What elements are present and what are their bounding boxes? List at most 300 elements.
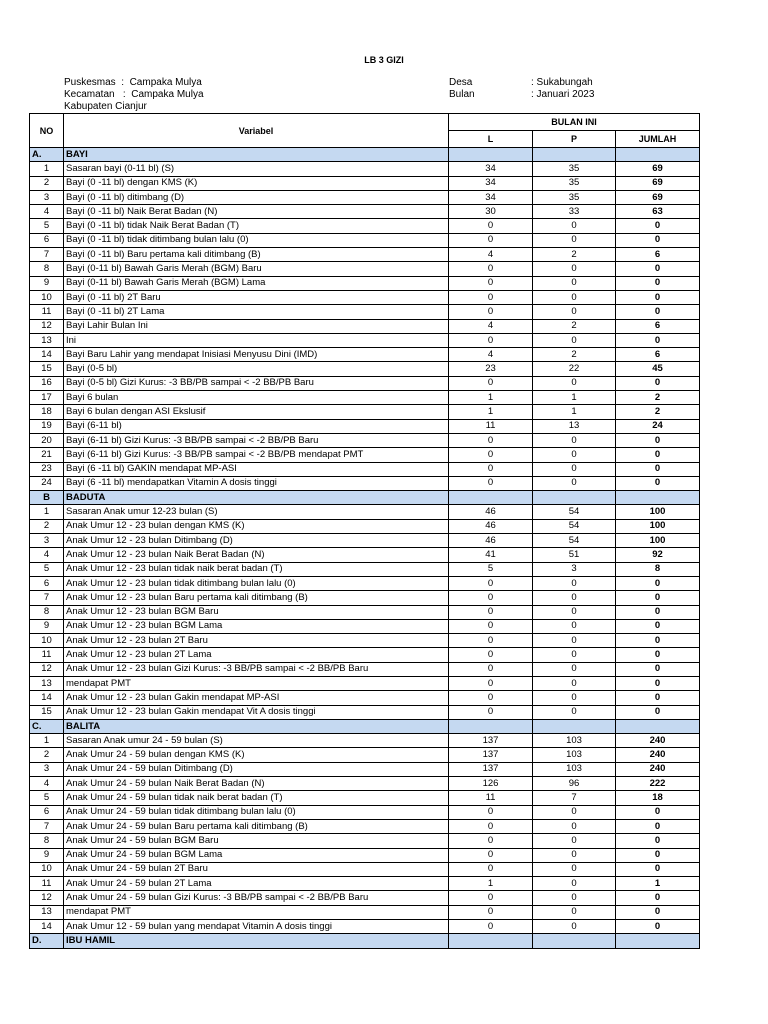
row-value-jumlah: 222 xyxy=(616,777,700,791)
row-variable: mendapat PMT xyxy=(64,905,449,919)
row-value-l: 0 xyxy=(449,433,533,447)
row-variable: Bayi (0-11 bl) Bawah Garis Merah (BGM) Baru xyxy=(64,262,449,276)
row-value-l: 0 xyxy=(449,920,533,934)
row-value-p: 0 xyxy=(533,634,616,648)
table-row xyxy=(30,705,700,719)
row-value-l: 0 xyxy=(449,462,533,476)
table-row xyxy=(30,376,700,390)
row-value-jumlah: 0 xyxy=(616,834,700,848)
row-value-l: 0 xyxy=(449,376,533,390)
row-value-l: 11 xyxy=(449,791,533,805)
table-row xyxy=(30,519,700,533)
row-number: 14 xyxy=(30,691,64,705)
table-row xyxy=(30,276,700,290)
row-value-l: 34 xyxy=(449,176,533,190)
section-empty-cell xyxy=(533,719,616,733)
row-value-p: 33 xyxy=(533,205,616,219)
row-value-l: 137 xyxy=(449,748,533,762)
table-row xyxy=(30,505,700,519)
section-name: BADUTA xyxy=(64,491,449,505)
table-row xyxy=(30,819,700,833)
row-number: 12 xyxy=(30,319,64,333)
table-row xyxy=(30,805,700,819)
row-value-l: 1 xyxy=(449,877,533,891)
row-value-l: 0 xyxy=(449,605,533,619)
row-number: 13 xyxy=(30,676,64,690)
table-row xyxy=(30,591,700,605)
row-value-jumlah: 0 xyxy=(616,605,700,619)
table-row xyxy=(30,877,700,891)
row-variable: Anak Umur 12 - 23 bulan Ditimbang (D) xyxy=(64,534,449,548)
row-value-l: 4 xyxy=(449,319,533,333)
row-value-l: 0 xyxy=(449,648,533,662)
row-number: 19 xyxy=(30,419,64,433)
row-value-jumlah: 100 xyxy=(616,505,700,519)
row-value-p: 54 xyxy=(533,519,616,533)
table-row xyxy=(30,233,700,247)
table-body xyxy=(30,148,700,949)
row-number: 2 xyxy=(30,519,64,533)
row-value-l: 0 xyxy=(449,476,533,490)
table-row xyxy=(30,391,700,405)
puskesmas-label: Puskesmas : Campaka Mulya xyxy=(64,77,202,88)
table-row xyxy=(30,405,700,419)
row-variable: Anak Umur 12 - 23 bulan dengan KMS (K) xyxy=(64,519,449,533)
row-value-p: 0 xyxy=(533,648,616,662)
table-row xyxy=(30,433,700,447)
row-value-p: 0 xyxy=(533,233,616,247)
row-number: 3 xyxy=(30,762,64,776)
row-value-l: 0 xyxy=(449,576,533,590)
row-value-jumlah: 0 xyxy=(616,333,700,347)
row-value-p: 2 xyxy=(533,248,616,262)
row-value-p: 0 xyxy=(533,848,616,862)
row-value-p: 1 xyxy=(533,405,616,419)
row-value-p: 51 xyxy=(533,548,616,562)
row-value-p: 3 xyxy=(533,562,616,576)
row-value-jumlah: 0 xyxy=(616,276,700,290)
row-variable: Bayi (6-11 bl) xyxy=(64,419,449,433)
row-value-l: 34 xyxy=(449,162,533,176)
row-value-p: 0 xyxy=(533,891,616,905)
section-empty-cell xyxy=(449,148,533,162)
row-variable: Anak Umur 12 - 23 bulan Gakin mendapat MP-ASI xyxy=(64,691,449,705)
section-empty-cell xyxy=(616,719,700,733)
row-value-p: 35 xyxy=(533,162,616,176)
row-value-jumlah: 0 xyxy=(616,462,700,476)
bulan-label: Bulan xyxy=(449,89,475,100)
row-value-l: 41 xyxy=(449,548,533,562)
table-row xyxy=(30,762,700,776)
section-row xyxy=(30,491,700,505)
row-number: 1 xyxy=(30,162,64,176)
row-number: 9 xyxy=(30,276,64,290)
row-variable: Anak Umur 12 - 23 bulan 2T Lama xyxy=(64,648,449,662)
row-value-l: 0 xyxy=(449,905,533,919)
row-value-jumlah: 69 xyxy=(616,162,700,176)
row-value-p: 0 xyxy=(533,576,616,590)
row-value-l: 0 xyxy=(449,676,533,690)
table-row xyxy=(30,791,700,805)
row-value-p: 35 xyxy=(533,176,616,190)
row-number: 13 xyxy=(30,905,64,919)
row-number: 18 xyxy=(30,405,64,419)
row-number: 5 xyxy=(30,219,64,233)
row-number: 1 xyxy=(30,734,64,748)
row-value-p: 0 xyxy=(533,433,616,447)
row-value-p: 0 xyxy=(533,691,616,705)
row-variable: Bayi (0 -11 bl) tidak ditimbang bulan lalu (0) xyxy=(64,233,449,247)
table-row xyxy=(30,462,700,476)
row-number: 14 xyxy=(30,920,64,934)
row-value-p: 0 xyxy=(533,619,616,633)
row-value-jumlah: 100 xyxy=(616,519,700,533)
row-value-l: 0 xyxy=(449,448,533,462)
row-value-l: 0 xyxy=(449,891,533,905)
table-row xyxy=(30,262,700,276)
row-value-jumlah: 0 xyxy=(616,705,700,719)
row-number: 4 xyxy=(30,777,64,791)
section-empty-cell xyxy=(616,934,700,948)
row-value-l: 137 xyxy=(449,762,533,776)
row-value-p: 0 xyxy=(533,819,616,833)
row-value-l: 0 xyxy=(449,862,533,876)
table-row xyxy=(30,362,700,376)
row-value-p: 0 xyxy=(533,905,616,919)
row-value-jumlah: 63 xyxy=(616,205,700,219)
row-value-l: 23 xyxy=(449,362,533,376)
section-name: BAYI xyxy=(64,148,449,162)
section-code: C. xyxy=(30,719,64,733)
row-variable: Bayi (0 -11 bl) 2T Lama xyxy=(64,305,449,319)
row-value-jumlah: 0 xyxy=(616,920,700,934)
row-variable: Bayi (0 -11 bl) 2T Baru xyxy=(64,290,449,304)
header-l: L xyxy=(449,131,533,148)
row-value-l: 137 xyxy=(449,734,533,748)
row-number: 15 xyxy=(30,362,64,376)
row-value-p: 1 xyxy=(533,391,616,405)
header-jumlah: JUMLAH xyxy=(616,131,700,148)
row-variable: Anak Umur 24 - 59 bulan tidak ditimbang bulan lalu (0) xyxy=(64,805,449,819)
row-variable: Bayi (0 -11 bl) ditimbang (D) xyxy=(64,190,449,204)
row-value-p: 103 xyxy=(533,762,616,776)
row-variable: Bayi (0 -11 bl) Naik Berat Badan (N) xyxy=(64,205,449,219)
row-number: 8 xyxy=(30,605,64,619)
row-number: 11 xyxy=(30,648,64,662)
row-value-p: 7 xyxy=(533,791,616,805)
table-row xyxy=(30,476,700,490)
table-row xyxy=(30,662,700,676)
section-code: B xyxy=(30,491,64,505)
row-value-l: 0 xyxy=(449,619,533,633)
row-variable: Anak Umur 12 - 23 bulan Gizi Kurus: -3 BB/PB sampai < -2 BB/PB Baru xyxy=(64,662,449,676)
row-value-l: 11 xyxy=(449,419,533,433)
table-row xyxy=(30,605,700,619)
row-value-l: 0 xyxy=(449,805,533,819)
row-value-l: 0 xyxy=(449,691,533,705)
row-number: 8 xyxy=(30,834,64,848)
row-number: 2 xyxy=(30,176,64,190)
row-value-jumlah: 0 xyxy=(616,619,700,633)
row-value-p: 0 xyxy=(533,448,616,462)
row-number: 10 xyxy=(30,862,64,876)
section-empty-cell xyxy=(449,491,533,505)
row-variable: Anak Umur 24 - 59 bulan Ditimbang (D) xyxy=(64,762,449,776)
table-row xyxy=(30,576,700,590)
row-number: 11 xyxy=(30,877,64,891)
row-value-jumlah: 24 xyxy=(616,419,700,433)
row-variable: Bayi 6 bulan dengan ASI Ekslusif xyxy=(64,405,449,419)
row-number: 20 xyxy=(30,433,64,447)
table-row xyxy=(30,534,700,548)
row-variable: Anak Umur 12 - 23 bulan tidak ditimbang bulan lalu (0) xyxy=(64,576,449,590)
row-value-jumlah: 0 xyxy=(616,433,700,447)
row-value-jumlah: 0 xyxy=(616,819,700,833)
row-variable: Anak Umur 24 - 59 bulan 2T Baru xyxy=(64,862,449,876)
row-value-p: 103 xyxy=(533,734,616,748)
row-number: 6 xyxy=(30,805,64,819)
table-row xyxy=(30,634,700,648)
row-value-jumlah: 69 xyxy=(616,190,700,204)
row-value-l: 0 xyxy=(449,819,533,833)
row-number: 5 xyxy=(30,562,64,576)
row-number: 16 xyxy=(30,376,64,390)
row-value-l: 4 xyxy=(449,348,533,362)
row-variable: Anak Umur 24 - 59 bulan 2T Lama xyxy=(64,877,449,891)
row-value-l: 34 xyxy=(449,190,533,204)
row-variable: Sasaran Anak umur 24 - 59 bulan (S) xyxy=(64,734,449,748)
row-variable: Bayi (0-5 bl) xyxy=(64,362,449,376)
row-value-p: 2 xyxy=(533,319,616,333)
table-row xyxy=(30,219,700,233)
row-number: 21 xyxy=(30,448,64,462)
row-value-p: 2 xyxy=(533,348,616,362)
table-row xyxy=(30,448,700,462)
section-row xyxy=(30,148,700,162)
row-value-jumlah: 6 xyxy=(616,248,700,262)
section-empty-cell xyxy=(449,719,533,733)
row-value-l: 0 xyxy=(449,333,533,347)
row-value-jumlah: 69 xyxy=(616,176,700,190)
table-row xyxy=(30,190,700,204)
row-value-jumlah: 45 xyxy=(616,362,700,376)
row-value-jumlah: 8 xyxy=(616,562,700,576)
row-variable: mendapat PMT xyxy=(64,676,449,690)
section-empty-cell xyxy=(533,934,616,948)
row-variable: Anak Umur 24 - 59 bulan BGM Lama xyxy=(64,848,449,862)
row-value-l: 46 xyxy=(449,519,533,533)
section-empty-cell xyxy=(449,934,533,948)
header-p: P xyxy=(533,131,616,148)
row-value-jumlah: 240 xyxy=(616,748,700,762)
table-row xyxy=(30,834,700,848)
row-variable: Sasaran bayi (0-11 bl) (S) xyxy=(64,162,449,176)
row-variable: Anak Umur 12 - 23 bulan BGM Lama xyxy=(64,619,449,633)
row-value-p: 35 xyxy=(533,190,616,204)
row-value-p: 0 xyxy=(533,290,616,304)
row-number: 2 xyxy=(30,748,64,762)
row-number: 10 xyxy=(30,634,64,648)
row-value-p: 0 xyxy=(533,276,616,290)
section-code: A. xyxy=(30,148,64,162)
table-row xyxy=(30,176,700,190)
table-row xyxy=(30,920,700,934)
row-number: 7 xyxy=(30,591,64,605)
section-empty-cell xyxy=(616,491,700,505)
row-value-l: 0 xyxy=(449,290,533,304)
row-value-jumlah: 0 xyxy=(616,290,700,304)
row-value-l: 0 xyxy=(449,262,533,276)
row-variable: Anak Umur 24 - 59 bulan dengan KMS (K) xyxy=(64,748,449,762)
row-variable: Anak Umur 24 - 59 bulan Baru pertama kali ditimbang (B) xyxy=(64,819,449,833)
row-value-l: 0 xyxy=(449,834,533,848)
table-row xyxy=(30,848,700,862)
row-variable: Bayi (6 -11 bl) mendapatkan Vitamin A dosis tinggi xyxy=(64,476,449,490)
table-row xyxy=(30,205,700,219)
row-number: 3 xyxy=(30,534,64,548)
row-variable: Anak Umur 12 - 23 bulan BGM Baru xyxy=(64,605,449,619)
row-variable: Anak Umur 24 - 59 bulan Naik Berat Badan (N) xyxy=(64,777,449,791)
row-value-jumlah: 0 xyxy=(616,634,700,648)
table-row xyxy=(30,734,700,748)
bulan-value: : Januari 2023 xyxy=(531,89,595,100)
row-variable: Anak Umur 12 - 59 bulan yang mendapat Vitamin A dosis tinggi xyxy=(64,920,449,934)
row-variable: Bayi (6 -11 bl) GAKIN mendapat MP-ASI xyxy=(64,462,449,476)
table-row xyxy=(30,319,700,333)
kabupaten-label: Kabupaten Cianjur xyxy=(64,101,147,112)
row-value-p: 0 xyxy=(533,376,616,390)
table-row xyxy=(30,891,700,905)
row-value-p: 0 xyxy=(533,834,616,848)
table-row xyxy=(30,162,700,176)
row-value-jumlah: 0 xyxy=(616,233,700,247)
row-value-p: 0 xyxy=(533,591,616,605)
row-value-p: 96 xyxy=(533,777,616,791)
row-value-jumlah: 240 xyxy=(616,762,700,776)
row-value-jumlah: 2 xyxy=(616,391,700,405)
row-value-jumlah: 0 xyxy=(616,219,700,233)
row-variable: Anak Umur 24 - 59 bulan tidak naik berat badan (T) xyxy=(64,791,449,805)
gizi-report-table xyxy=(29,113,700,949)
section-empty-cell xyxy=(533,148,616,162)
row-value-jumlah: 0 xyxy=(616,691,700,705)
row-value-jumlah: 0 xyxy=(616,848,700,862)
row-value-l: 0 xyxy=(449,662,533,676)
row-value-jumlah: 0 xyxy=(616,662,700,676)
row-value-jumlah: 6 xyxy=(616,319,700,333)
table-row xyxy=(30,305,700,319)
row-value-p: 0 xyxy=(533,920,616,934)
row-number: 7 xyxy=(30,819,64,833)
table-row xyxy=(30,562,700,576)
row-number: 6 xyxy=(30,576,64,590)
section-empty-cell xyxy=(616,148,700,162)
row-value-p: 54 xyxy=(533,534,616,548)
row-value-l: 0 xyxy=(449,305,533,319)
row-variable: Bayi Lahir Bulan Ini xyxy=(64,319,449,333)
row-value-p: 13 xyxy=(533,419,616,433)
row-value-l: 0 xyxy=(449,591,533,605)
row-value-jumlah: 0 xyxy=(616,676,700,690)
row-number: 4 xyxy=(30,205,64,219)
row-variable: Bayi (0-11 bl) Bawah Garis Merah (BGM) Lama xyxy=(64,276,449,290)
table-row xyxy=(30,290,700,304)
row-value-p: 0 xyxy=(533,605,616,619)
row-value-jumlah: 0 xyxy=(616,862,700,876)
row-value-p: 54 xyxy=(533,505,616,519)
row-value-p: 0 xyxy=(533,805,616,819)
row-value-jumlah: 0 xyxy=(616,576,700,590)
row-variable: Bayi (0-5 bl) Gizi Kurus: -3 BB/PB sampai < -2 BB/PB Baru xyxy=(64,376,449,390)
row-value-jumlah: 6 xyxy=(616,348,700,362)
row-number: 13 xyxy=(30,333,64,347)
row-value-p: 0 xyxy=(533,476,616,490)
row-value-jumlah: 2 xyxy=(616,405,700,419)
row-variable: Anak Umur 12 - 23 bulan tidak naik berat badan (T) xyxy=(64,562,449,576)
table-row xyxy=(30,691,700,705)
row-value-l: 46 xyxy=(449,505,533,519)
row-number: 15 xyxy=(30,705,64,719)
row-value-jumlah: 0 xyxy=(616,805,700,819)
row-value-jumlah: 0 xyxy=(616,591,700,605)
header-variabel: Variabel xyxy=(64,114,449,148)
table-row xyxy=(30,419,700,433)
row-number: 1 xyxy=(30,505,64,519)
row-variable: Bayi (0 -11 bl) Baru pertama kali ditimbang (B) xyxy=(64,248,449,262)
table-row xyxy=(30,548,700,562)
row-value-jumlah: 0 xyxy=(616,648,700,662)
table-row xyxy=(30,333,700,347)
row-number: 9 xyxy=(30,848,64,862)
row-value-jumlah: 0 xyxy=(616,905,700,919)
row-value-jumlah: 0 xyxy=(616,305,700,319)
row-number: 6 xyxy=(30,233,64,247)
row-number: 10 xyxy=(30,290,64,304)
row-value-p: 0 xyxy=(533,705,616,719)
row-value-l: 1 xyxy=(449,405,533,419)
row-value-l: 0 xyxy=(449,848,533,862)
row-value-p: 0 xyxy=(533,676,616,690)
row-value-jumlah: 0 xyxy=(616,262,700,276)
section-empty-cell xyxy=(533,491,616,505)
row-number: 12 xyxy=(30,662,64,676)
table-row xyxy=(30,905,700,919)
row-value-p: 0 xyxy=(533,305,616,319)
table-row xyxy=(30,862,700,876)
row-variable: Sasaran Anak umur 12-23 bulan (S) xyxy=(64,505,449,519)
row-number: 23 xyxy=(30,462,64,476)
table-row xyxy=(30,777,700,791)
row-variable: Anak Umur 12 - 23 bulan Naik Berat Badan (N) xyxy=(64,548,449,562)
row-number: 24 xyxy=(30,476,64,490)
kecamatan-label: Kecamatan : Campaka Mulya xyxy=(64,89,204,100)
row-value-p: 0 xyxy=(533,662,616,676)
row-number: 14 xyxy=(30,348,64,362)
report-title: LB 3 GIZI xyxy=(364,55,404,65)
row-number: 4 xyxy=(30,548,64,562)
row-value-l: 30 xyxy=(449,205,533,219)
table-row xyxy=(30,248,700,262)
row-number: 5 xyxy=(30,791,64,805)
row-value-jumlah: 0 xyxy=(616,476,700,490)
row-value-l: 4 xyxy=(449,248,533,262)
row-value-jumlah: 240 xyxy=(616,734,700,748)
row-value-l: 0 xyxy=(449,219,533,233)
row-value-p: 0 xyxy=(533,262,616,276)
section-row xyxy=(30,934,700,948)
section-name: BALITA xyxy=(64,719,449,733)
row-number: 11 xyxy=(30,305,64,319)
